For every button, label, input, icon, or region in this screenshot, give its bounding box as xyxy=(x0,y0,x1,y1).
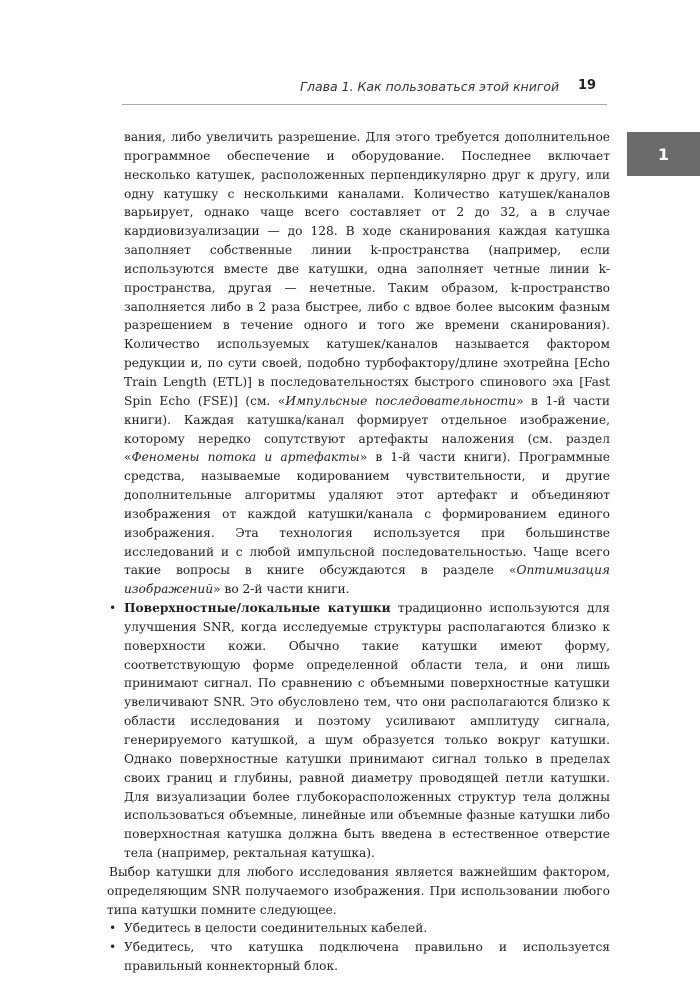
checklist-text: Убедитесь, что катушка подключена правильно и используется правильный коннекторный блок. xyxy=(124,940,610,974)
page-body xyxy=(107,128,610,976)
checklist-item xyxy=(107,919,610,938)
cross-reference: Феномены потока и артефакты xyxy=(131,450,360,465)
checklist-item xyxy=(107,938,610,976)
running-header-title: Глава 1. Как пользоваться этой книгой xyxy=(300,79,560,94)
paragraph-text: » во 2-й части книги. xyxy=(213,582,350,597)
header-divider xyxy=(122,104,607,105)
bullet-marker xyxy=(109,919,116,938)
cross-reference: Импульсные последовательности xyxy=(285,393,517,408)
page-number: 19 xyxy=(578,78,597,93)
checklist-text: Убедитесь в целости соединительных кабелей. xyxy=(124,921,428,936)
chapter-tab: 1 xyxy=(627,132,700,176)
paragraph-text: » в 1-й части книги). Каждая катушка/канал формирует отдельное изображение, которому нередко сопутствуют артефакты наложения (см. раздел « xyxy=(124,393,610,465)
term-surface-coils: Поверхностные/локальные катушки xyxy=(124,601,391,616)
continued-paragraph xyxy=(107,128,610,599)
cross-reference: Оптимизация изображений xyxy=(124,563,610,597)
conclusion-paragraph: Выбор катушки для любого исследования является важнейшим фактором, определяющим SNR получаемого изображения. При использовании любого типа катушки помните следующее. xyxy=(107,864,610,917)
bullet-marker xyxy=(109,599,116,618)
bullet-marker xyxy=(109,938,116,957)
paragraph-text: » в 1-й части книги). Программные средства, называемые кодированием чувствительности, и другие дополнительные алгоритмы удаляют этот артефакт и объединяют изображения от каждой катушки/канала с формированием единого изображения. Эта технология используется при большинстве исследований и с любой импульсной последовательностью. Чаще всего такие вопросы в книге обсуждаются в разделе « xyxy=(124,450,611,578)
bullet-text: традиционно используются для улучшения SNR, когда исследуемые структуры располагаются близко к поверхности кожи. Обычно такие катушки имеют форму, соответствующую форме определенной области тела, и они лишь принимают сигнал. По сравнению с объемными поверхностные катушки увеличивают SNR. Это обусловлено тем, что они располагаются близко к области исследования и поэтому усиливают амплитуду сигнала, генерируемого катушкой, а шум образуется только вокруг катушки. Однако поверхностные катушки принимают сигнал только в пределах своих границ и глубины, равной диаметру проводящей петли катушки. Для визуализации более глубокорасположенных структур тела должны использоваться объемные, линейные или объемные фазные катушки либо поверхностная катушка должна быть введена в естественное отверстие тела (например, ректальная катушка). xyxy=(124,601,610,861)
paragraph-text: вания, либо увеличить разрешение. Для этого требуется дополнительное программное обеспечение и оборудование. Последнее включает несколько катушек, расположенных перпендикулярно друг к другу, или одну катушку с несколькими каналами. Количество катушек/каналов варьирует, однако чаще всего составляет от 2 до 32, а в случае кардиовизуализации — до 128. В ходе сканирования каждая катушка заполняет собственные линии k-пространства (например, если используются вместе две катушки, одна заполняет четные линии k-пространства, другая — нечетные. Таким образом, k-пространство заполняется либо в 2 раза быстрее, либо с вдвое более высоким фазным разрешением в течение одного и того же времени сканирования). Количество используемых катушек/каналов называется фактором редукции и, по сути своей, подобно турбофактору/длине эхотрейна [Echo Train Length (ETL)] в последовательностях быстрого спинового эха [Fast Spin Echo (FSE)] (см. « xyxy=(124,130,610,408)
bullet-surface-coils xyxy=(107,599,610,863)
